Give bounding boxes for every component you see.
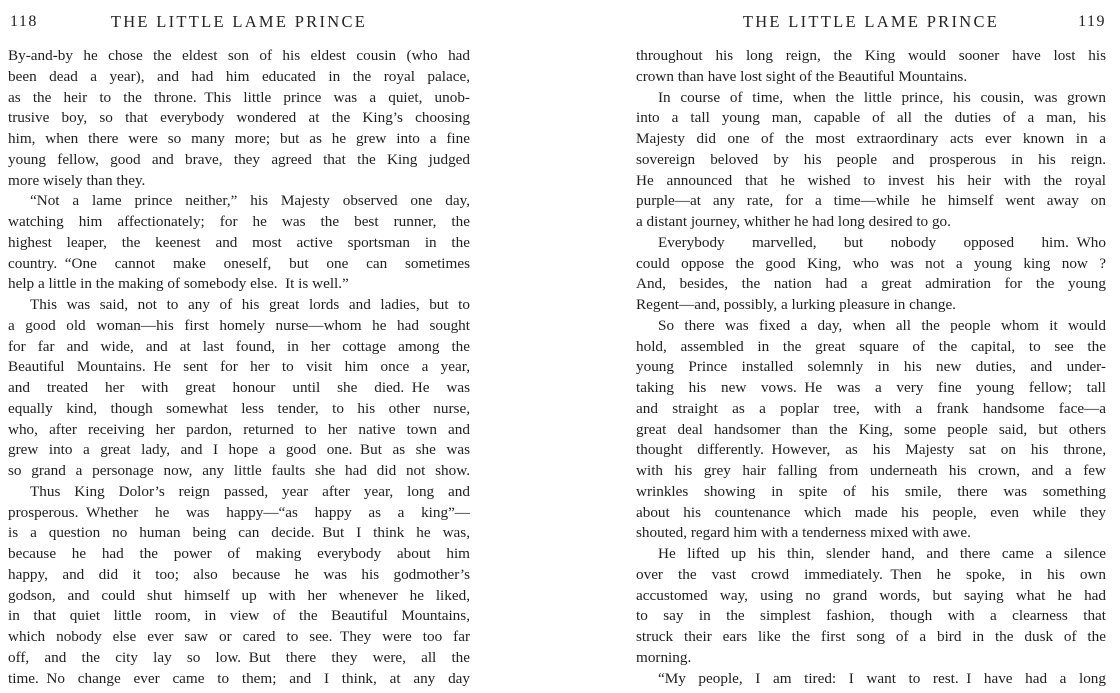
text-line: wrinkles showing in spite of his smile, there was something <box>636 482 1106 500</box>
right-page-header <box>636 12 1106 35</box>
text-line: young Prince installed solemnly in his new duties, and under- <box>636 358 1106 376</box>
text-line: hold, assembled in the great square of the capital, to see the <box>636 337 1106 355</box>
text-line: happy, and did it too; also because he was his godmother’s <box>8 565 470 583</box>
text-line: which nobody else ever saw or cared to see. They were too far <box>8 628 470 645</box>
text-line: sovereign beloved by his people and prosperous in his reign. <box>636 150 1106 168</box>
text-line: godson, and could shut himself up with her whenever he liked, <box>8 586 470 604</box>
text-line: prosperous. Whether he was happy—“as happy as a king”— <box>8 503 470 521</box>
text-line: could oppose the good King, who was not a young king now ? <box>636 254 1106 272</box>
text-line: great deal handsomer than the King, some people said, but others <box>636 420 1106 438</box>
text-line: a distant journey, whither he had long desired to go. <box>636 213 951 230</box>
text-line: morning. <box>636 648 692 666</box>
text-line: throughout his long reign, the King would sooner have lost his <box>636 47 1106 64</box>
text-line: He announced that he wished to invest his heir with the royal <box>636 171 1106 189</box>
text-line: trusive boy, so that everybody wondered at the King’s choosing <box>8 109 470 127</box>
text-line: Majesty did one of the most extraordinary acts ever known in a <box>636 130 1106 147</box>
right-page <box>636 12 1106 689</box>
text-line: so grand a personage now, any little faults she had did not show. <box>8 462 470 479</box>
text-line: equally kind, though somewhat less tender, to his other nurse, <box>8 399 470 417</box>
text-line: to say in the simplest fashion, though with a clearness that <box>636 607 1106 625</box>
text-line: into a tall young man, capable of all the duties of a man, his <box>636 109 1106 127</box>
right-page-body <box>636 46 1106 689</box>
left-page <box>8 12 470 689</box>
text-line: And, besides, the nation had a great admiration for the young <box>636 275 1106 293</box>
text-line: is a question no human being can decide. But I think he was, <box>8 524 470 542</box>
text-line: with his grey hair falling from underneath his crown, and a few <box>636 462 1106 479</box>
left-running-title: THE LITTLE LAME PRINCE <box>110 12 368 31</box>
text-line: country. “One cannot make oneself, but one can sometimes <box>8 254 470 272</box>
text-line: young fellow, good and brave, they agreed that the King judged <box>8 150 470 168</box>
text-line: about his countenance which made his people, even while they <box>636 503 1106 521</box>
text-line: over the vast crowd immediately. Then he spoke, in his own <box>636 565 1106 583</box>
text-line: highest leaper, the keenest and most active sportsman in the <box>8 233 470 251</box>
text-line: him, when there were so many more; but as he grew into a fine <box>8 130 470 147</box>
text-line: and treated her with great honour until she died. He was <box>8 379 470 396</box>
text-line: This was said, not to any of his great lords and ladies, but to <box>30 296 470 313</box>
text-line: for far and wide, and at last found, in her cottage among the <box>8 337 470 355</box>
text-line: “Not a lame prince neither,” his Majesty observed one day, <box>30 192 470 210</box>
text-line: Everybody marvelled, but nobody opposed him. Who <box>658 233 1106 251</box>
text-line: purple—at any rate, for a time—while he himself went away on <box>636 192 1106 210</box>
text-line: “My people, I am tired: I want to rest. I have had a long <box>658 669 1106 687</box>
text-line: struck their ears like the first song of a bird in the dusk of the <box>636 628 1106 645</box>
text-line: a good old woman—his first homely nurse—whom he had sought <box>8 316 470 334</box>
left-page-header <box>8 12 470 35</box>
right-page-number: 119 <box>1078 13 1106 30</box>
text-line: help a little in the making of somebody else. It is well.” <box>8 275 349 293</box>
text-line: crown than have lost sight of the Beautiful Mountains. <box>636 67 968 85</box>
text-line: Thus King Dolor’s reign passed, year after year, long and <box>30 482 470 500</box>
text-line: thought differently. However, as his Majesty sat on his throne, <box>636 441 1106 459</box>
text-line: He lifted up his thin, slender hand, and there came a silence <box>658 545 1106 562</box>
text-line: In course of time, when the little prince, his cousin, was grown <box>658 88 1106 106</box>
text-line: watching him affectionately; for he was the best runner, the <box>8 213 470 230</box>
text-line: So there was fixed a day, when all the people whom it would <box>658 316 1106 334</box>
text-line: in that quiet little room, in view of the Beautiful Mountains, <box>8 607 470 625</box>
text-line: and straight as a poplar tree, with a frank handsome face—a <box>636 399 1106 417</box>
text-line: who, after receiving her pardon, returned to her native town and <box>8 420 470 438</box>
right-running-title: THE LITTLE LAME PRINCE <box>742 12 1000 31</box>
text-line: more wisely than they. <box>8 171 146 189</box>
text-line: off, and the city lay so low. But there they were, all the <box>8 648 470 666</box>
text-line: By-and-by he chose the eldest son of his eldest cousin (who had <box>8 47 470 64</box>
text-line: Beautiful Mountains. He sent for her to visit him once a year, <box>8 358 470 376</box>
text-line: time. No change ever came to them; and I think, at any day <box>8 669 470 687</box>
text-line: Regent—and, possibly, a lurking pleasure in change. <box>636 296 956 313</box>
left-page-number: 118 <box>10 13 38 30</box>
text-line: taking his new vows. He was a very fine young fellow; tall <box>636 379 1106 396</box>
text-line: because he had the power of making everybody about him <box>8 545 470 562</box>
text-line: shouted, regard him with a tenderness mixed with awe. <box>636 524 971 542</box>
text-line: been dead a year), and had him educated in the royal palace, <box>8 67 470 85</box>
text-line: grew into a great lady, and I hope a good one. But as she was <box>8 441 470 459</box>
left-page-body <box>8 46 470 689</box>
text-line: accustomed way, using no grand words, but saying what he had <box>636 586 1106 604</box>
text-line: as the heir to the throne. This little prince was a quiet, unob- <box>8 88 470 106</box>
